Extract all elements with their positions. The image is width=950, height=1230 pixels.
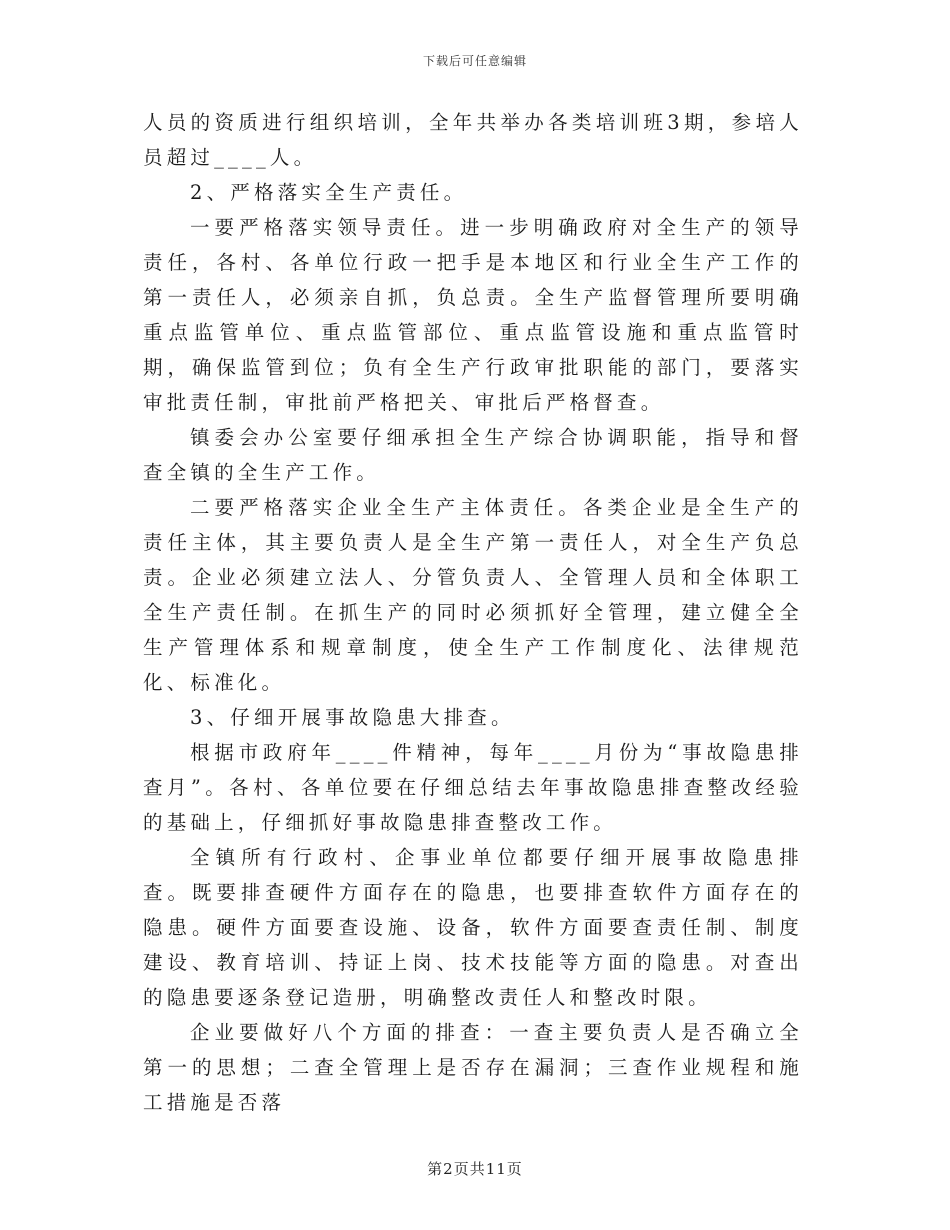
paragraph-eight-aspects: 企业要做好八个方面的排查：一查主要负责人是否确立全第一的思想；二查全管理上是否存在漏洞；三查作业规程和施工措施是否落	[143, 1021, 803, 1114]
document-body	[143, 105, 803, 1120]
paragraph-leadership-responsibility: 一要严格落实领导责任。进一步明确政府对全生产的领导责任，各村、各单位行政一把手是本地区和行业全生产工作的第一责任人，必须亲自抓，负总责。全生产监督管理所要明确重点监管单位、重点监管部位、重点监管设施和重点监管时期，确保监管到位；负有全生产行政审批职能的部门，要落实审批责任制，审批前严格把关、审批后严格督查。	[143, 216, 803, 414]
paragraph-city-document: 根据市政府年____件精神，每年____月份为“事故隐患排查月”。各村、各单位要在仔细总结去年事故隐患排查整改经验的基础上，仔细抓好事故隐患排查整改工作。	[143, 741, 803, 834]
paragraph-town-office: 镇委会办公室要仔细承担全生产综合协调职能，指导和督查全镇的全生产工作。	[143, 426, 803, 484]
paragraph-hazard-inspection: 全镇所有行政村、企事业单位都要仔细开展事故隐患排查。既要排查硬件方面存在的隐患，也要排查软件方面存在的隐患。硬件方面要查设施、设备，软件方面要查责任制、制度建设、教育培训、持证上岗、技术技能等方面的隐患。对查出的隐患要逐条登记造册，明确整改责任人和整改时限。	[143, 846, 803, 1009]
section-heading-3: 3、仔细开展事故隐患大排查。	[190, 706, 515, 729]
page-header: 下载后可任意编辑	[422, 54, 527, 68]
paragraph-1: 人员的资质进行组织培训，全年共举办各类培训班3期，参培人员超过____人。	[143, 111, 803, 169]
paragraph-enterprise-responsibility: 二要严格落实企业全生产主体责任。各类企业是全生产的责任主体，其主要负责人是全生产第一责任人，对全生产负总责。企业必须建立法人、分管负责人、全管理人员和全体职工全生产责任制。在抓生产的同时必须抓好全管理，建立健全全生产管理体系和规章制度，使全生产工作制度化、法律规范化、标准化。	[143, 496, 803, 694]
section-heading-2: 2、严格落实全生产责任。	[190, 181, 468, 204]
page-footer: 第2页共11页	[427, 1160, 523, 1178]
